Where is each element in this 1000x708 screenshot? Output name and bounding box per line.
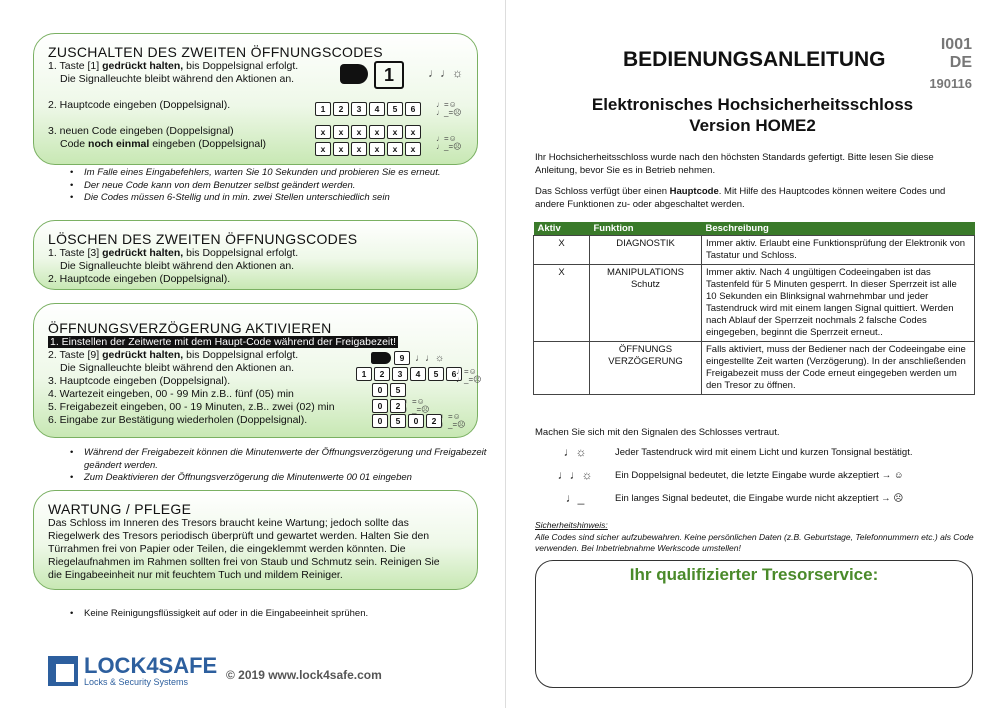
- subtitle: Elektronisches Hochsicherheitsschloss: [591, 95, 914, 114]
- signal-row: ♩_ Ein langes Signal bedeutet, die Eingabe wurde nicht akzeptiert → ☹: [535, 491, 985, 505]
- notes-list: [70, 167, 490, 205]
- signal-indicator-icon: ♩=☺ ♩_=☹: [440, 412, 466, 429]
- double-signal-icon: ♩♩☼: [428, 66, 463, 80]
- key: 5: [387, 102, 403, 116]
- section-activate-second-code: ZUSCHALTEN DES ZWEITEN ÖFFNUNGSCODES 1. Taste [1] gedrückt halten, bis Doppelsignal erfolgt. Die Signalleuchte bleibt während den Aktionen an. 2. Hauptcode eingeben (Doppelsignal). 3. neuen Code eingeben (Doppelsignal) Code noch einmal eingeben (Doppelsignal): [33, 33, 478, 165]
- key: x: [351, 125, 367, 139]
- header-funktion: Funktion: [590, 222, 702, 236]
- keypad-repeat-code-row: [315, 142, 421, 156]
- brand-logo: [48, 655, 217, 687]
- key: x: [369, 142, 385, 156]
- table-row: ÖFFNUNGS VERZÖGERUNG Falls aktiviert, muss der Bediener nach der Codeeingabe eine eingestellte Zeit warten (Verzögerung). In der anschließenden Freigabezeit muss der Code erneut eingegeben werden um den Tresor zu öffnen.: [534, 342, 975, 395]
- key: 0: [372, 399, 388, 413]
- key: x: [405, 142, 421, 156]
- notes-list: [70, 608, 490, 621]
- right-page: [505, 0, 1000, 708]
- list-item: • Im Falle eines Eingabefehlers, warten Sie 10 Sekunden und probieren Sie es erneut.: [70, 167, 490, 180]
- short-signal-icon: ♩☼: [563, 445, 587, 459]
- key: 5: [390, 414, 406, 428]
- service-box: [535, 560, 973, 688]
- key-1-icon: 1: [374, 61, 404, 89]
- keypad-release-time-row: [372, 399, 406, 413]
- key: 3: [392, 367, 408, 381]
- key: x: [333, 142, 349, 156]
- key: x: [351, 142, 367, 156]
- page-title: BEDIENUNGSANLEITUNG: [623, 48, 886, 71]
- version-date: 190116: [929, 76, 972, 91]
- signal-indicator-icon: ♩=☺ ♩_=☹: [456, 367, 482, 384]
- header-beschreibung: Beschreibung: [702, 222, 975, 236]
- key: 4: [369, 102, 385, 116]
- key: 3: [351, 102, 367, 116]
- lock4safe-logo-icon: [48, 656, 78, 686]
- key: x: [405, 125, 421, 139]
- key: 2: [374, 367, 390, 381]
- key: x: [387, 142, 403, 156]
- list-item: • Während der Freigabezeit können die Minutenwerte der Öffnungsverzögerung und Freigabezeit geändert werden.: [70, 447, 490, 472]
- function-table: [533, 222, 975, 395]
- hand-press-icon: [340, 64, 368, 84]
- safety-notice: Sicherheitshinweis: Alle Codes sind sicher aufzubewahren. Keine persönlichen Daten (z.B. Geburtstage, Telefonnummern etc.) als Code verwenden. Bei Inbetriebnahme Werkscode umstellen!: [535, 520, 974, 553]
- notes-list: [70, 447, 490, 485]
- key: 1: [315, 102, 331, 116]
- signal-row: ♩☼ Jeder Tastendruck wird mit einem Licht und kurzen Tonsignal bestätigt.: [535, 445, 985, 459]
- section-title: WARTUNG / PFLEGE: [48, 501, 192, 517]
- signals-intro: Machen Sie sich mit den Signalen des Schlosses vertraut.: [535, 427, 780, 438]
- key: 0: [408, 414, 424, 428]
- logo-name: LOCK4SAFE: [84, 653, 218, 678]
- language-code: DE: [949, 54, 972, 71]
- keypad-code-row: [315, 102, 421, 116]
- keypad-wait-time-row: [372, 383, 406, 397]
- intro-text: Ihr Hochsicherheitsschloss wurde nach den höchsten Standards gefertigt. Bitte lesen Sie diese Anleitung, bevor Sie es in Betrieb nehmen.: [535, 152, 934, 176]
- key: x: [387, 125, 403, 139]
- keypad-code-row: [356, 367, 462, 381]
- section-delete-second-code: LÖSCHEN DES ZWEITEN ÖFFNUNGSCODES 1. Taste [3] gedrückt halten, bis Doppelsignal erfolgt. Die Signalleuchte bleibt während den Aktionen an. 2. Hauptcode eingeben (Doppelsignal).: [33, 220, 478, 290]
- table-row: X MANIPULATIONS Schutz Immer aktiv. Nach 4 ungültigen Codeeingaben ist das Tastenfeld für 5 Minuten gesperrt. In dieser Sperrzeit ist alle 10 Sekunden ein Blinksignal wahrnehmbar und jeder Tastendruck wird mit einem langen Signal quittiert. Werden nach Ablauf der Sperrzeit nochmals 2 falsche Codes eingegeben, beginnt die Sperrzeit erneut..: [534, 265, 975, 342]
- key-9-icon: 9: [394, 351, 410, 365]
- section-title: LÖSCHEN DES ZWEITEN ÖFFNUNGSCODES: [48, 231, 358, 247]
- list-item: • Der neue Code kann von dem Benutzer selbst geändert werden.: [70, 180, 490, 193]
- section-opening-delay: ÖFFNUNGSVERZÖGERUNG AKTIVIEREN 1. Einstellen der Zeitwerte mit dem Haupt-Code während der Freigabezeit! 2. Taste [9] gedrückt halten, bis Doppelsignal erfolgt. Die Signalleuchte bleibt während den Aktionen an. 3. Hauptcode eingeben (Doppelsignal). 4. Wartezeit eingeben, 00 - 99 Min z.B.. fünf (05) min 5. Freigabezeit eingeben, 00 - 19 Minuten, z.B.. zwei (02) min 6. Eingabe zur Bestätigung wiederholen (Doppelsignal).: [33, 303, 478, 438]
- key: 0: [372, 414, 388, 428]
- keypad-new-code-row: [315, 125, 421, 139]
- doc-code: I001: [940, 36, 972, 53]
- key: 2: [426, 414, 442, 428]
- list-item: • Zum Deaktivieren der Öffnungsverzögerung die Minutenwerte 00 01 eingeben: [70, 472, 490, 485]
- key: 1: [356, 367, 372, 381]
- key: 2: [390, 399, 406, 413]
- hand-press-icon: [371, 352, 391, 364]
- signal-indicator-icon: ♩=☺ ♩_=☹: [436, 134, 462, 151]
- copyright: © 2019 www.lock4safe.com: [226, 668, 382, 682]
- key: 4: [410, 367, 426, 381]
- signal-indicator-icon: ♩=☺ ♩_=☹: [404, 397, 430, 414]
- service-title: Ihr qualifizierter Tresorservice:: [629, 565, 879, 584]
- keypad-confirm-row: [372, 414, 442, 428]
- key: 5: [428, 367, 444, 381]
- logo-tagline: Locks & Security Systems: [84, 677, 189, 687]
- list-item: • Die Codes müssen 6-Stellig und in min. zwei Stellen unterschiedlich sein: [70, 192, 490, 205]
- long-signal-icon: ♩_: [565, 491, 585, 505]
- key: 6: [446, 367, 462, 381]
- subtitle-version: Version HOME2: [689, 116, 816, 135]
- key: 0: [372, 383, 388, 397]
- double-signal-icon: ♩♩☼: [557, 468, 593, 482]
- key: 5: [390, 383, 406, 397]
- table-row: X DIAGNOSTIK Immer aktiv. Erlaubt eine Funktionsprüfung der Elektronik von Tastatur und Schloss.: [534, 236, 975, 265]
- key: x: [369, 125, 385, 139]
- signal-indicator-icon: ♩=☺ ♩_=☹: [436, 100, 462, 117]
- key: x: [315, 125, 331, 139]
- section-title: ZUSCHALTEN DES ZWEITEN ÖFFNUNGSCODES: [48, 44, 383, 60]
- key: 6: [405, 102, 421, 116]
- hauptcode-text: Das Schloss verfügt über einen Hauptcode. Mit Hilfe des Hauptcodes können weitere Codes und andere Funktionen zu- oder abgeschaltet werden.: [535, 186, 946, 210]
- key: x: [333, 125, 349, 139]
- section-title: ÖFFNUNGSVERZÖGERUNG AKTIVIEREN: [48, 320, 332, 336]
- key: x: [315, 142, 331, 156]
- list-item: • Keine Reinigungsflüssigkeit auf oder in die Eingabeeinheit sprühen.: [70, 608, 490, 621]
- double-signal-icon: ♩♩☼: [415, 353, 445, 364]
- header-aktiv: Aktiv: [534, 222, 590, 236]
- signal-row: ♩♩☼ Ein Doppelsignal bedeutet, die letzte Eingabe wurde akzeptiert → ☺: [535, 468, 985, 482]
- section-maintenance: WARTUNG / PFLEGE Das Schloss im Inneren des Tresors braucht keine Wartung; jedoch sollte das Riegelwerk des Tresors periodisch überprüft und gewartet werden. Halten Sie den Türrahmen frei von Papier oder Teilen, die eingeklemmt werden könnten. Die Riegelaufnahmen im Rahmen sollten frei von Staub und Schmutz sein. Reinigen Sie die Eingabeeinheit nur mit feuchtem Tuch und mildem Reiniger.: [33, 490, 478, 590]
- key: 2: [333, 102, 349, 116]
